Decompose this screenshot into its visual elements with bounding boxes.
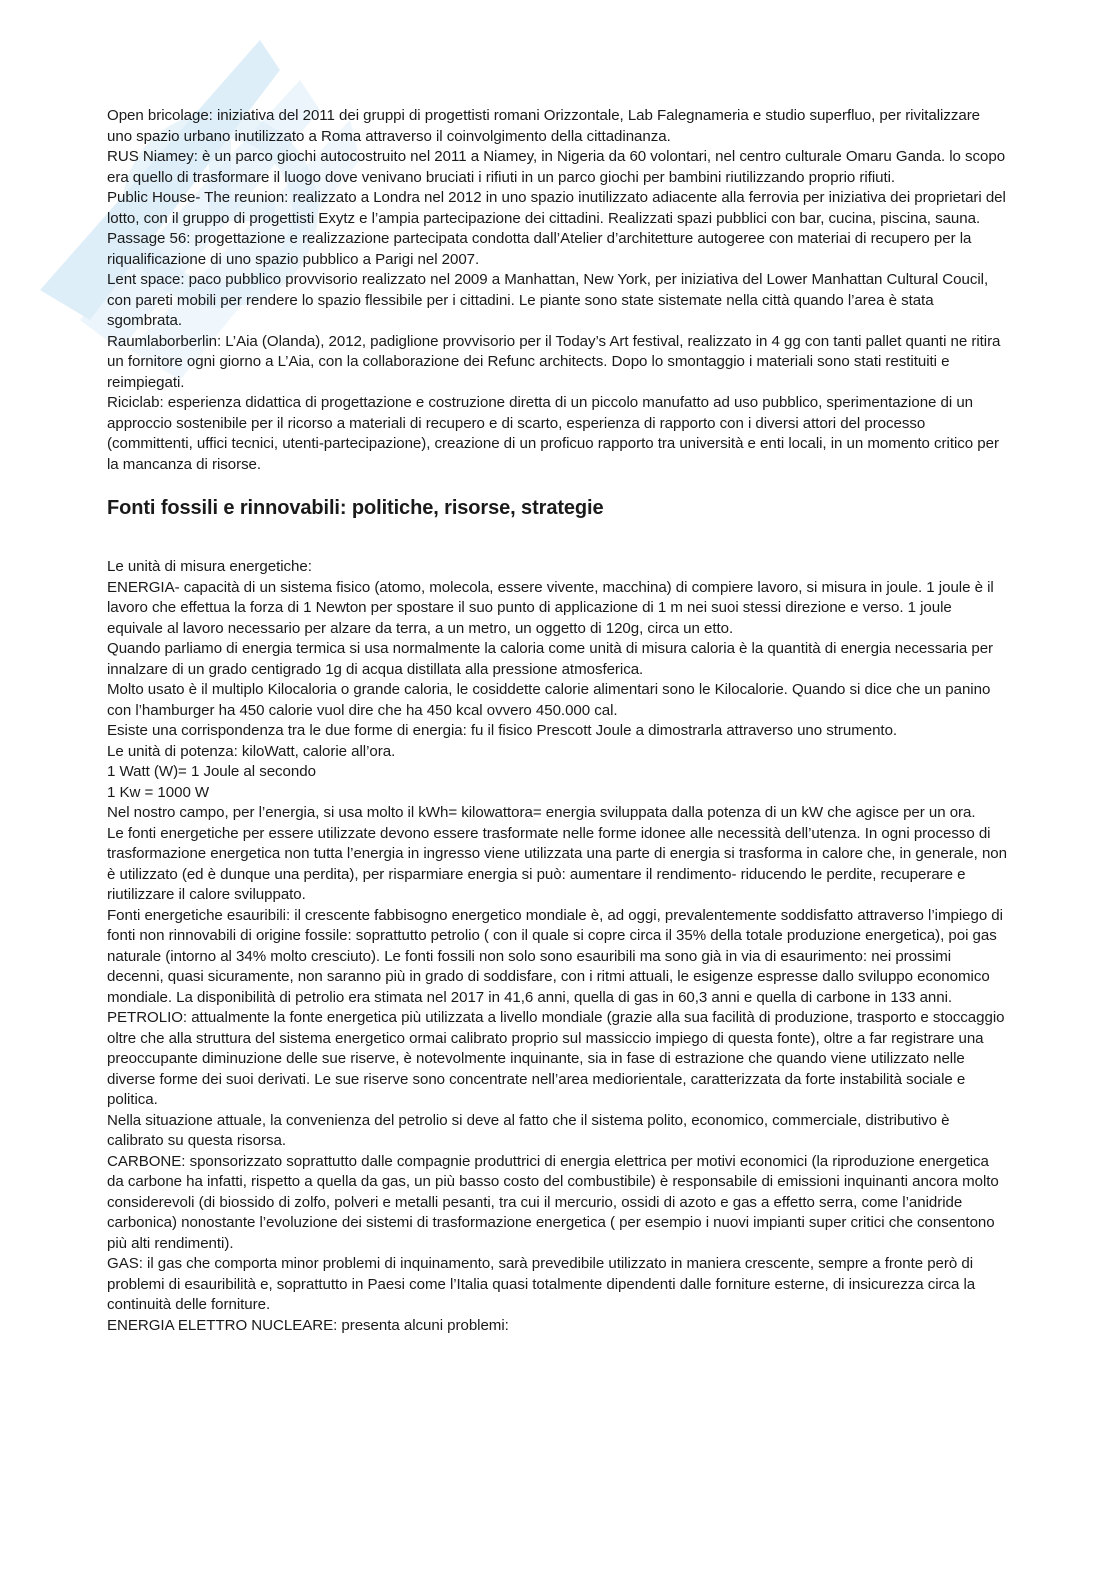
section-energy xyxy=(107,557,1007,1336)
paragraph-esauribili: Fonti energetiche esauribili: il crescente fabbisogno energetico mondiale è, ad oggi, prevalentemente soddisfatto attraverso l’impiego di fonti non rinnovabili di origine fossile: soprattutto petrolio ( con il quale si copre circa il 35% della totale produzione energetica), poi gas naturale (intorno al 34% molto cresciuto). Le fonti fossili non solo sono esauribili ma sono già in via di esaurimento: nei prossimi decenni, quasi sicuramente, non saranno più in grado di soddisfare, con i ritmi attuali, le esigenze espresse dallo sviluppo economico mondiale. La disponibilità di petrolio era stimata nel 2017 in 41,6 anni, quella di gas in 60,3 anni e quella di carbone in 133 anni. xyxy=(107,906,1003,1006)
paragraph-trasformazione: Le fonti energetiche per essere utilizzate devono essere trasformate nelle forme idonee alle necessità dell’utenza. In ogni processo di trasformazione energetica non tutta l’energia in ingresso viene utilizzata una parte di energia si trasforma in calore che, in generale, non è utilizzato (ed è dunque una perdita), per risparmiare energia si può: aumentare il rendimento- riducendo le perdite, recuperare e riutilizzare il calore sviluppato. xyxy=(107,824,1007,903)
paragraph-energia: ENERGIA- capacità di un sistema fisico (atomo, molecola, essere vivente, macchina) di compiere lavoro, si misura in joule. 1 joule è il lavoro che effettua la forza di 1 Newton per spostare il suo punto di applicazione di 1 m nei suoi stessi direzione e verso. 1 joule equivale al lavoro necessario per alzare da terra, a un metro, un oggetto di 120g, circa un etto. xyxy=(107,578,994,637)
paragraph-lent-space: Lent space: paco pubblico provvisorio realizzato nel 2009 a Manhattan, New York, per iniziativa del Lower Manhattan Cultural Coucil, con pareti mobili per rendere lo spazio flessibile per i cittadini. Le piante sono state sistemate nella città quando l’area è stata sgombrata. xyxy=(107,271,989,329)
paragraph-gas: GAS: il gas che comporta minor problemi di inquinamento, sarà prevedibile utilizzato in maniera crescente, sempre a fronte però di problemi di esauribilità e, soprattutto in Paesi come l’Italia quasi totalmente dipendenti dalle forniture esterne, di insicurezza circa la continuità delle forniture. xyxy=(107,1255,976,1313)
paragraph-raumlaborberlin: Raumlaborberlin: L’Aia (Olanda), 2012, padiglione provvisorio per il Today’s Art festival, realizzato in 4 gg con tanti pallet quanti ne ritira un fornitore ogni giorno a L’Aia, con la collaborazione dei Refunc architects. Dopo lo smontaggio i materiali sono stati restituiti e reimpiegati. xyxy=(107,332,1001,391)
paragraph-joule: Esiste una corrispondenza tra le due forme di energia: fu il fisico Prescott Joule a dimostrarla attraverso uno strumento. xyxy=(107,722,898,739)
section-heading: Fonti fossili e rinnovabili: politiche, risorse, strategie xyxy=(107,497,604,519)
paragraph-convenienza: Nella situazione attuale, la convenienza del petrolio si deve al fatto che il sistema polito, economico, commerciale, distributivo è calibrato su questa risorsa. xyxy=(107,1111,950,1149)
paragraph-rus-niamey: RUS Niamey: è un parco giochi autocostruito nel 2011 a Niamey, in Nigeria da 60 volontari, nel centro culturale Omaru Ganda. lo scopo era quello di trasformare il luogo dove venivano bruciati i rifiuti in un parco giochi per bambini riutilizzando proprio rifiuti. xyxy=(107,148,1006,186)
paragraph-kwh: Nel nostro campo, per l’energia, si usa molto il kWh= kilowattora= energia sviluppata dalla potenza di un kW che agisce per un ora. xyxy=(107,804,976,821)
paragraph-riciclab: Riciclab: esperienza didattica di progettazione e costruzione diretta di un piccolo manufatto ad uso pubblico, sperimentazione di un approccio sostenibile per il ricorso a materiali di recupero e di scarto, esperienza di rapporto con i diversi attori del processo (committenti, uffici tecnici, utenti-partecipazione), creazione di un proficuo rapporto tra università e enti locali, in un momento critico per la mancanza di risorse. xyxy=(107,394,999,473)
paragraph-kilocaloria: Molto usato è il multiplo Kilocaloria o grande caloria, le cosiddette calorie alimentari sono le Kilocalorie. Quando si dice che un panino con l’hamburger ha 450 calorie vuol dire che ha 450 kcal ovvero 450.000 cal. xyxy=(107,681,991,719)
paragraph-caloria: Quando parliamo di energia termica si usa normalmente la caloria come unità di misura caloria è la quantità di energia necessaria per innalzare di un grado centigrado 1g di acqua distillata alla pressione atmosferica. xyxy=(107,640,994,678)
section-examples xyxy=(107,106,1007,475)
paragraph-open-bricolage: Open bricolage: iniziativa del 2011 dei gruppi di progettisti romani Orizzontale, Lab Falegnameria e studio superfluo, per rivitalizzare uno spazio urbano inutilizzato a Roma attraverso il coinvolgimento della cittadinanza. xyxy=(107,107,981,145)
paragraph-public-house: Public House- The reunion: realizzato a Londra nel 2012 in uno spazio inutilizzato adiacente alla ferrovia per iniziativa dei proprietari del lotto, con il gruppo di progettisti Exytz e l’ampia partecipazione dei cittadini. Realizzati spazi pubblici con bar, cucina, piscina, sauna. xyxy=(107,189,1006,227)
section-spacer xyxy=(107,521,1007,557)
paragraph-watt: 1 Watt (W)= 1 Joule al secondo xyxy=(107,763,316,780)
document-page xyxy=(107,106,1007,1336)
paragraph-petrolio: PETROLIO: attualmente la fonte energetica più utilizzata a livello mondiale (grazie alla sua facilità di produzione, trasporto e stoccaggio oltre che alla struttura del sistema energetico ormai calibrato proprio sul massiccio impiego di questa fonte), oltre a far registrare una preoccupante diminuzione delle sue riserve, è notevolmente inquinante, sia in fase di estrazione che quando viene utilizzato nelle diverse forme dei suoi derivati. Le sue riserve sono concentrate nell’area mediorientale, caratterizzata da forte instabilità sociale e politica. xyxy=(107,1009,1005,1108)
paragraph-carbone: CARBONE: sponsorizzato soprattutto dalle compagnie produttrici di energia elettrica per motivi economici (la riproduzione energetica da carbone ha infatti, rispetto a quella da gas, un più basso costo del combustibile) è responsabile di emissioni inquinanti ancora molto considerevoli (di biossido di zolfo, polveri e metalli pesanti, tra cui il mercurio, ossidi di azoto e gas a effetto serra, come l’anidride carbonica) nonostante l’evoluzione dei sistemi di trasformazione energetica ( per esempio i nuovi impianti super critici che consentono più alti rendimenti). xyxy=(107,1152,999,1252)
paragraph-potenza: Le unità di potenza: kiloWatt, calorie all’ora. xyxy=(107,742,396,760)
paragraph-passage-56: Passage 56: progettazione e realizzazione partecipata condotta dall’Atelier d’architetture autogeree con materiai di recupero per la riqualificazione di uno spazio pubblico a Parigi nel 2007. xyxy=(107,230,972,268)
paragraph-units-intro: Le unità di misura energetiche: xyxy=(107,558,312,575)
paragraph-kw: 1 Kw = 1000 W xyxy=(107,783,210,801)
paragraph-nucleare: ENERGIA ELETTRO NUCLEARE: presenta alcuni problemi: xyxy=(107,1316,509,1334)
